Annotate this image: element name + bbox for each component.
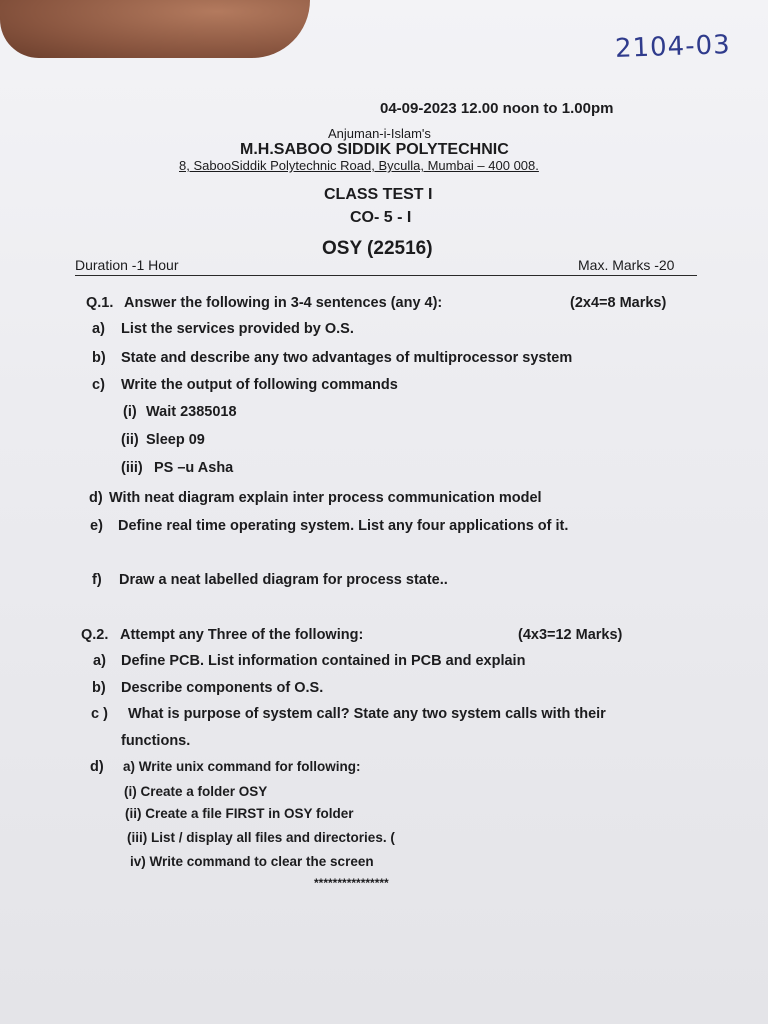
q2-item-label: a) [93, 653, 106, 669]
test-title: CLASS TEST I [324, 186, 433, 203]
college-address: 8, SabooSiddik Polytechnic Road, Byculla, Mumbai – 400 008. [179, 158, 539, 173]
q2-item-text-continued: functions. [121, 733, 191, 749]
q1-subitem-text: Sleep 09 [146, 432, 205, 448]
q1-item-label: c) [92, 377, 105, 393]
finger-thumb [0, 0, 310, 58]
q2-item-text: Describe components of O.S. [121, 680, 324, 696]
q1-subitem-label: (i) [123, 404, 137, 420]
q1-item-text: Draw a neat labelled diagram for process state.. [119, 572, 448, 588]
q1-marks: (2x4=8 Marks) [570, 295, 667, 311]
q2-subitem-text: (ii) Create a file FIRST in OSY folder [125, 806, 354, 821]
q1-subitem-text: Wait 2385018 [146, 404, 237, 420]
q2-subitem-text: (iii) List / display all files and directories. ( [127, 830, 395, 845]
duration: Duration -1 Hour [75, 257, 179, 273]
trust-name: Anjuman-i-Islam's [328, 126, 431, 141]
q1-subitem-text: PS –u Asha [154, 460, 234, 476]
q1-item-label: b) [92, 350, 106, 366]
end-marker: **************** [314, 876, 389, 890]
q1-item-text: Write the output of following commands [121, 377, 398, 393]
q2-item-text: a) Write unix command for following: [123, 759, 361, 774]
max-marks: Max. Marks -20 [578, 257, 675, 273]
q2-number: Q.2. [81, 627, 109, 643]
q2-item-text: What is purpose of system call? State any two system calls with their [128, 706, 606, 722]
q1-item-text: State and describe any two advantages of multiprocessor system [121, 350, 573, 366]
q2-item-label: b) [92, 680, 106, 696]
q1-item-label: f) [92, 572, 102, 588]
q1-item-label: e) [90, 518, 103, 534]
header-divider [75, 275, 697, 276]
q1-subitem-label: (iii) [121, 460, 143, 476]
q1-item-label: a) [92, 321, 105, 337]
q1-instruction: Answer the following in 3-4 sentences (any 4): [124, 295, 443, 311]
class-code: CO- 5 - I [350, 209, 412, 226]
q1-number: Q.1. [86, 295, 114, 311]
q2-subitem-text: (i) Create a folder OSY [124, 784, 268, 799]
q2-subitem-text: iv) Write command to clear the screen [130, 854, 374, 869]
handwritten-code: 2104-03 [614, 29, 732, 65]
q2-item-label: d) [90, 759, 104, 775]
college-name: M.H.SABOO SIDDIK POLYTECHNIC [240, 141, 509, 158]
subject-title: OSY (22516) [322, 238, 433, 259]
q2-item-label: c ) [91, 706, 108, 722]
q2-instruction: Attempt any Three of the following: [120, 627, 364, 643]
exam-date-time: 04-09-2023 12.00 noon to 1.00pm [380, 100, 614, 117]
q1-item-text: Define real time operating system. List any four applications of it. [118, 518, 569, 534]
q2-item-text: Define PCB. List information contained in PCB and explain [121, 653, 526, 669]
q1-item-text: With neat diagram explain inter process communication model [109, 490, 542, 506]
q1-item-label: d) [89, 490, 103, 506]
q1-subitem-label: (ii) [121, 432, 139, 448]
q1-item-text: List the services provided by O.S. [121, 321, 354, 337]
q2-marks: (4x3=12 Marks) [518, 627, 623, 643]
